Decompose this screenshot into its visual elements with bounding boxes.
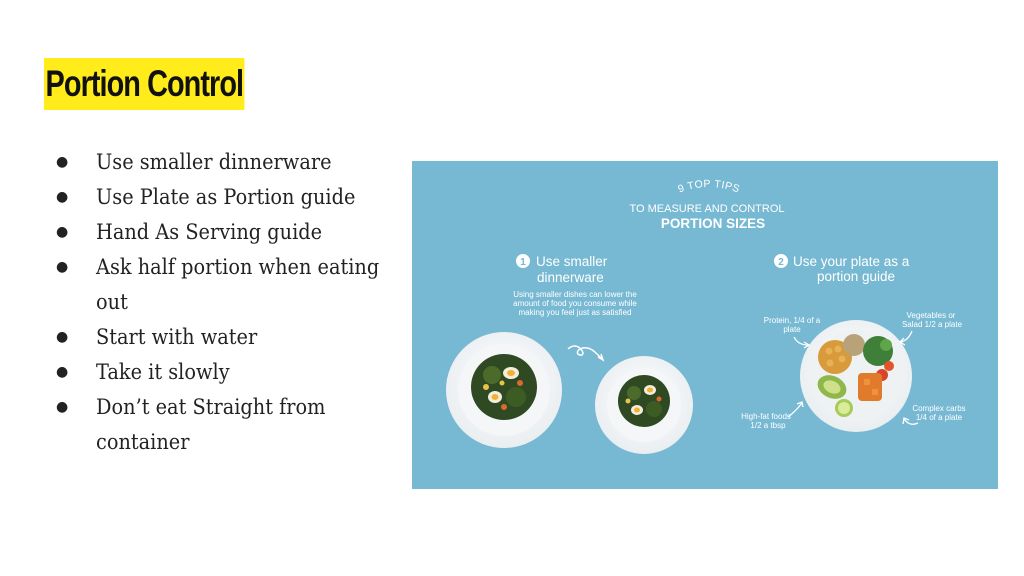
bullet-list xyxy=(48,145,398,460)
bullet-item: ● Use smaller dinnerware xyxy=(48,145,398,180)
bullet-dot-icon: ● xyxy=(56,259,69,275)
infographic-canvas xyxy=(412,161,998,489)
bullet-item: ● Use Plate as Portion guide xyxy=(48,180,398,215)
tip1-number: 1 xyxy=(520,257,526,268)
bullet-dot-icon: ● xyxy=(56,189,69,205)
bullet-dot-icon: ● xyxy=(56,364,69,380)
label-fat-line1: High-fat foods xyxy=(741,412,791,421)
label-carbs-line2: 1/4 of a plate xyxy=(915,413,963,422)
tip2-title-line1: Use your plate as a xyxy=(793,254,910,269)
label-vegetables-line1: Vegetables or xyxy=(906,311,956,320)
infographic-subtitle: TO MEASURE AND CONTROL xyxy=(629,203,785,215)
bullet-item: ● Don’t eat Straight from container xyxy=(48,390,398,460)
arc-title: 9 TOP TIPS xyxy=(676,177,742,196)
portion-plate-image xyxy=(800,320,912,432)
tip1-desc-line2: amount of food you consume while xyxy=(513,299,637,308)
large-plate-image xyxy=(446,332,562,448)
tip1-desc-line3: making you feel just as satisfied xyxy=(518,308,632,317)
fat-arrow-icon xyxy=(788,403,802,417)
label-protein-line2: plate xyxy=(783,325,801,334)
bullet-dot-icon: ● xyxy=(56,224,69,240)
bullet-dot-icon: ● xyxy=(56,154,69,170)
bullet-item: ● Take it slowly xyxy=(48,355,398,390)
tip1-title-line1: Use smaller xyxy=(536,254,608,269)
label-carbs-line1: Complex carbs xyxy=(912,404,966,413)
tip1-desc-line1: Using smaller dishes can lower the xyxy=(513,290,637,299)
tip2-number: 2 xyxy=(778,257,784,268)
swirl-arrow-icon xyxy=(568,346,602,359)
infographic-heading: PORTION SIZES xyxy=(660,216,766,231)
tip2-title-line2: portion guide xyxy=(816,269,896,284)
label-fat-line2: 1/2 a tbsp xyxy=(750,421,786,430)
bullet-dot-icon: ● xyxy=(56,399,69,415)
label-protein-line1: Protein, 1/4 of a xyxy=(763,316,821,325)
bullet-item: ● Hand As Serving guide xyxy=(48,215,398,250)
bullet-item: ● Start with water xyxy=(48,320,398,355)
bullet-dot-icon: ● xyxy=(56,329,69,345)
slide-title: Portion Control xyxy=(44,58,245,110)
bullet-item: ● Ask half portion when eating out xyxy=(48,250,398,320)
small-plate-image xyxy=(595,356,693,454)
portion-infographic xyxy=(412,161,998,489)
tip1-title-line2: dinnerware xyxy=(537,270,604,285)
label-vegetables-line2: Salad 1/2 a plate xyxy=(901,320,963,329)
